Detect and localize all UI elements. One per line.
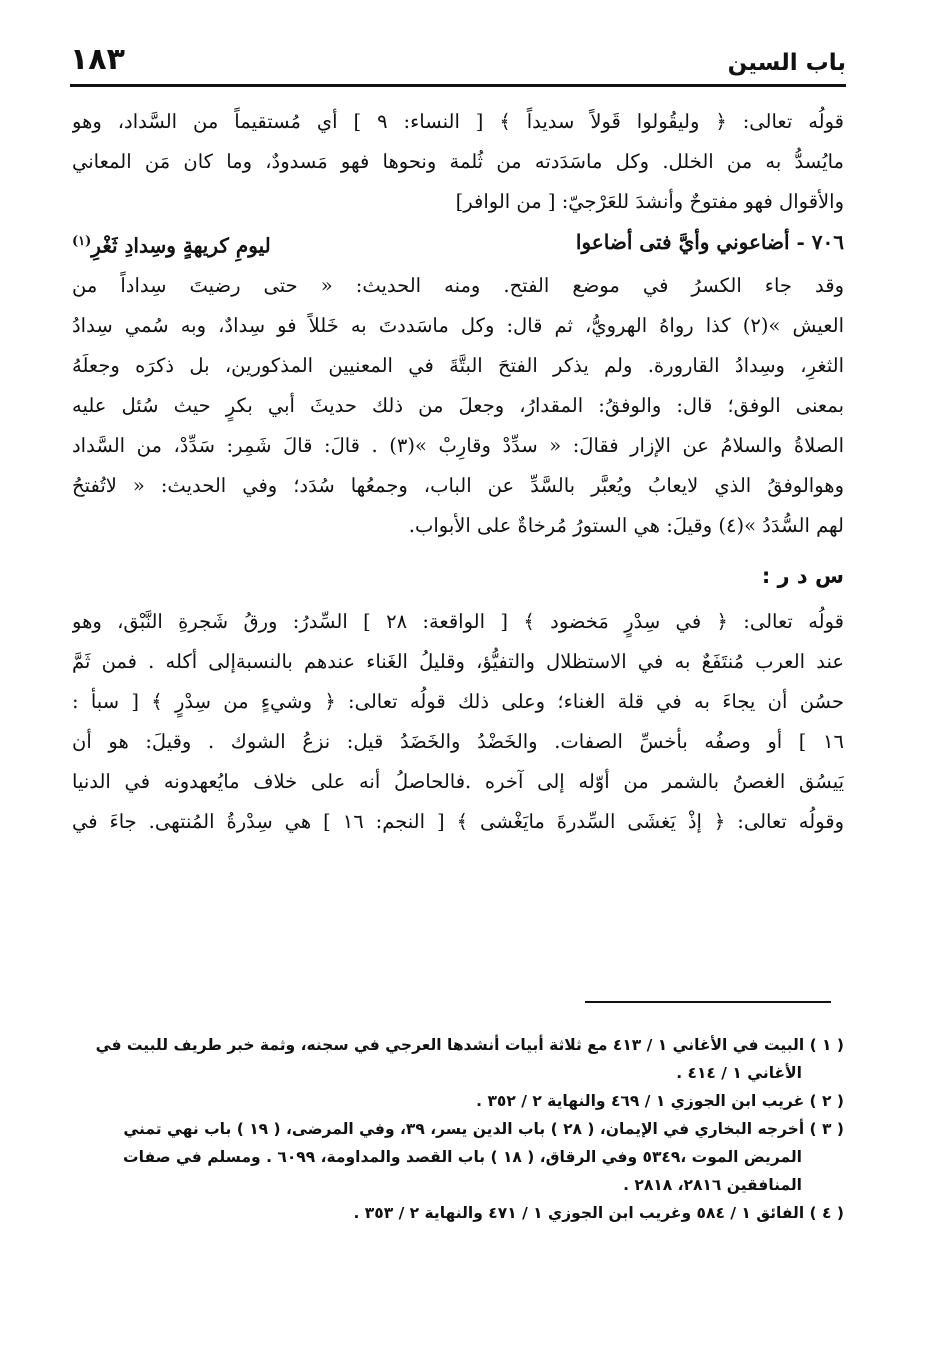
footnote-divider bbox=[585, 1001, 831, 1003]
footnotes bbox=[72, 1031, 844, 1227]
text-line: وقد جاء الكسرُ في موضع الفتح. ومنه الحديث: « حتى رضيتَ سِداداً من bbox=[72, 273, 844, 297]
verse-second-hemistich: ليومِ كريهةٍ وسِدادِ ثَغْرِ bbox=[91, 233, 271, 258]
footnote-line: ( ٤ ) الفائق ١ / ٥٨٤ وغريب ابن الجوزي ١ / ٤٧١ والنهاية ٢ / ٣٥٣ . bbox=[353, 1204, 844, 1222]
footnote-line: ( ٢ ) غريب ابن الجوزي ١ / ٤٦٩ والنهاية ٢ / ٣٥٢ . bbox=[476, 1092, 844, 1110]
text-line: لهم السُّدَدُ »(٤) وقيلَ: هي الستورُ مُرخاةٌ على الأبواب. bbox=[408, 513, 844, 537]
text-line: الصلاةُ والسلامُ عن الإزار فقالَ: « سدِّدْ وقارِبْ »(٣) . قالَ: قالَ شَمِر: سَدِّدْ، من السَّداد bbox=[72, 433, 844, 457]
text-line: عند العرب مُنتَفَعٌ به في الاستظلال والتفيُّؤ، وقليلُ الغَناء عندهم بالنسبةإلى أكله . فمن ثَمَّ bbox=[72, 649, 844, 673]
page-number: ١٨٣ bbox=[70, 42, 125, 77]
entry-heading: س د ر : bbox=[761, 563, 844, 588]
page-header bbox=[70, 40, 846, 87]
poetry-verse bbox=[72, 222, 844, 266]
verse-second-hemistich-wrap bbox=[72, 222, 271, 266]
text-line: بمعنى الوفق؛ قال: والوفقُ: المقدارُ، وجعلَ من ذلك حديثَ أبي بكرٍ حيث سُئل عليه bbox=[72, 393, 844, 417]
footnote-line: المريض الموت ،٥٣٤٩ وفي الرقاق، ( ١٨ ) باب القصد والمداومة، ٦٠٩٩ . ومسلم في صفات bbox=[123, 1148, 802, 1166]
text-line: العيش »(٢) كذا رواهُ الهرويُّ، ثم قال: وكل ماسَددتَ به خَللاً فو سِدادٌ، وبه سُمي سِدادُ bbox=[72, 313, 844, 337]
text-line: حسُن أن يجاءَ به في قلة الغناء؛ وعلى ذلك قولُه تعالى: ﴿ وشيءٍ من سِدْرٍ ﴾ [ سبأ : bbox=[72, 689, 844, 713]
text-line: والأقوال فهو مفتوحٌ وأنشدَ للعَرْجيّ: [ من الوافر] bbox=[455, 190, 844, 213]
text-line: قولُه تعالى: ﴿ وليقُولوا قَولاً سديداً ﴾ [ النساء: ٩ ] أي مُستقيماً من السَّداد، وهو bbox=[72, 110, 844, 133]
text-line: قولُه تعالى: ﴿ في سِدْرٍ مَخضود ﴾ [ الواقعة: ٢٨ ] السِّدرُ: ورقُ شَجرةِ النَّبْق، وهو bbox=[72, 609, 844, 633]
text-line: وهوالوفقُ الذي لايعابُ ويُعبَّر بالسَّدِّ عن الباب، وجمعُها سُدَد؛ وفي الحديث: « لاتُفتحُ bbox=[72, 473, 844, 497]
text-line: ١٦ ] أو وصفُه بأخسِّ الصفات. والخَضْدُ والخَضَدُ قيل: نزعُ الشوك . وقيلَ: هو أن bbox=[72, 729, 844, 753]
footnote-ref: (١) bbox=[72, 234, 92, 249]
main-text bbox=[72, 102, 844, 842]
footnote-line: ( ١ ) البيت في الأغاني ١ / ٤١٣ مع ثلاثة أبيات أنشدها العرجي في سجنه، وثمة خبر طريف للبيت في bbox=[95, 1036, 844, 1054]
text-line: مايُسدُّ به من الخلل. وكل ماسَدَدته من ثُلمة ونحوها فهو مَسدودٌ، وما كان مَن المعاني bbox=[72, 150, 844, 173]
text-line: وقولُه تعالى: ﴿ إذْ يَغشَى السِّدرةَ مايَغْشى ﴾ [ النجم: ١٦ ] هي سِدْرةُ المُنتهى. جاءَ في bbox=[72, 809, 844, 833]
text-line: الثغرِ، وسِدادُ القارورة. ولم يذكر الفتحَ البتَّةَ في المعنيين المذكورين، بل ذكرَه وجعلَهُ bbox=[72, 353, 844, 377]
footnote-line: الأغاني ١ / ٤١٤ . bbox=[676, 1064, 802, 1082]
footnote-line: ( ٣ ) أخرجه البخاري في الإيمان، ( ٢٨ ) باب الدين يسر، ٣٩، وفي المرضى، ( ١٩ ) باب نهي تمني bbox=[123, 1120, 844, 1138]
chapter-title: باب السين bbox=[727, 50, 846, 76]
footnote-line: المنافقين ٢٨١٦، ٢٨١٨ . bbox=[623, 1176, 802, 1194]
text-line: يَيسُق الغصنُ بالشمر من أوّله إلى آخره .فالحاصلُ أنه على خلاف مايُعهدونه في الدنيا bbox=[72, 769, 844, 793]
verse-first-hemistich: ٧٠٦ - أضاعوني وأيَّ فتى أضاعوا bbox=[575, 230, 844, 254]
